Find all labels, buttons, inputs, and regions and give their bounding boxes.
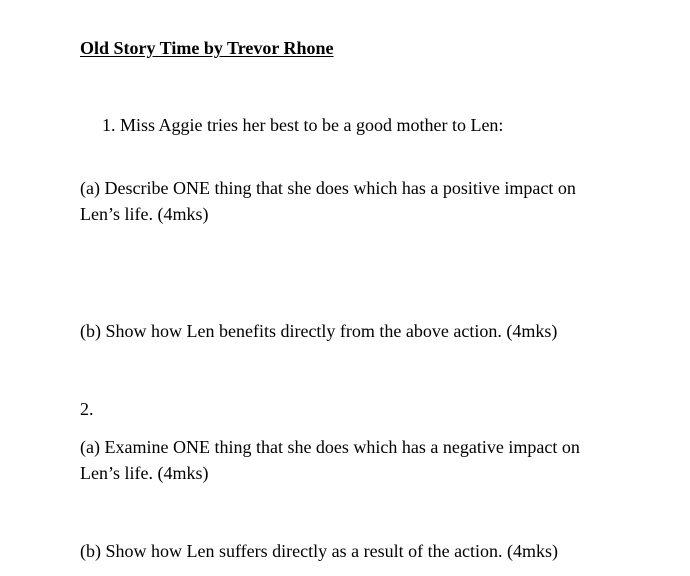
question-2a-line-2: Len’s life. (4mks) <box>80 463 209 483</box>
document-title: Old Story Time by Trevor Rhone <box>80 38 334 58</box>
question-1b: (b) Show how Len benefits directly from the above action. (4mks) <box>80 321 558 341</box>
question-2-number: 2. <box>80 399 94 419</box>
question-1a-line-2: Len’s life. (4mks) <box>80 204 209 224</box>
question-2a-line-1: (a) Examine ONE thing that she does which has a negative impact on <box>80 437 580 457</box>
question-1-prompt: 1. Miss Aggie tries her best to be a good mother to Len: <box>102 115 504 135</box>
question-2b: (b) Show how Len suffers directly as a result of the action. (4mks) <box>80 541 559 561</box>
question-1a-line-1: (a) Describe ONE thing that she does which has a positive impact on <box>80 178 576 198</box>
